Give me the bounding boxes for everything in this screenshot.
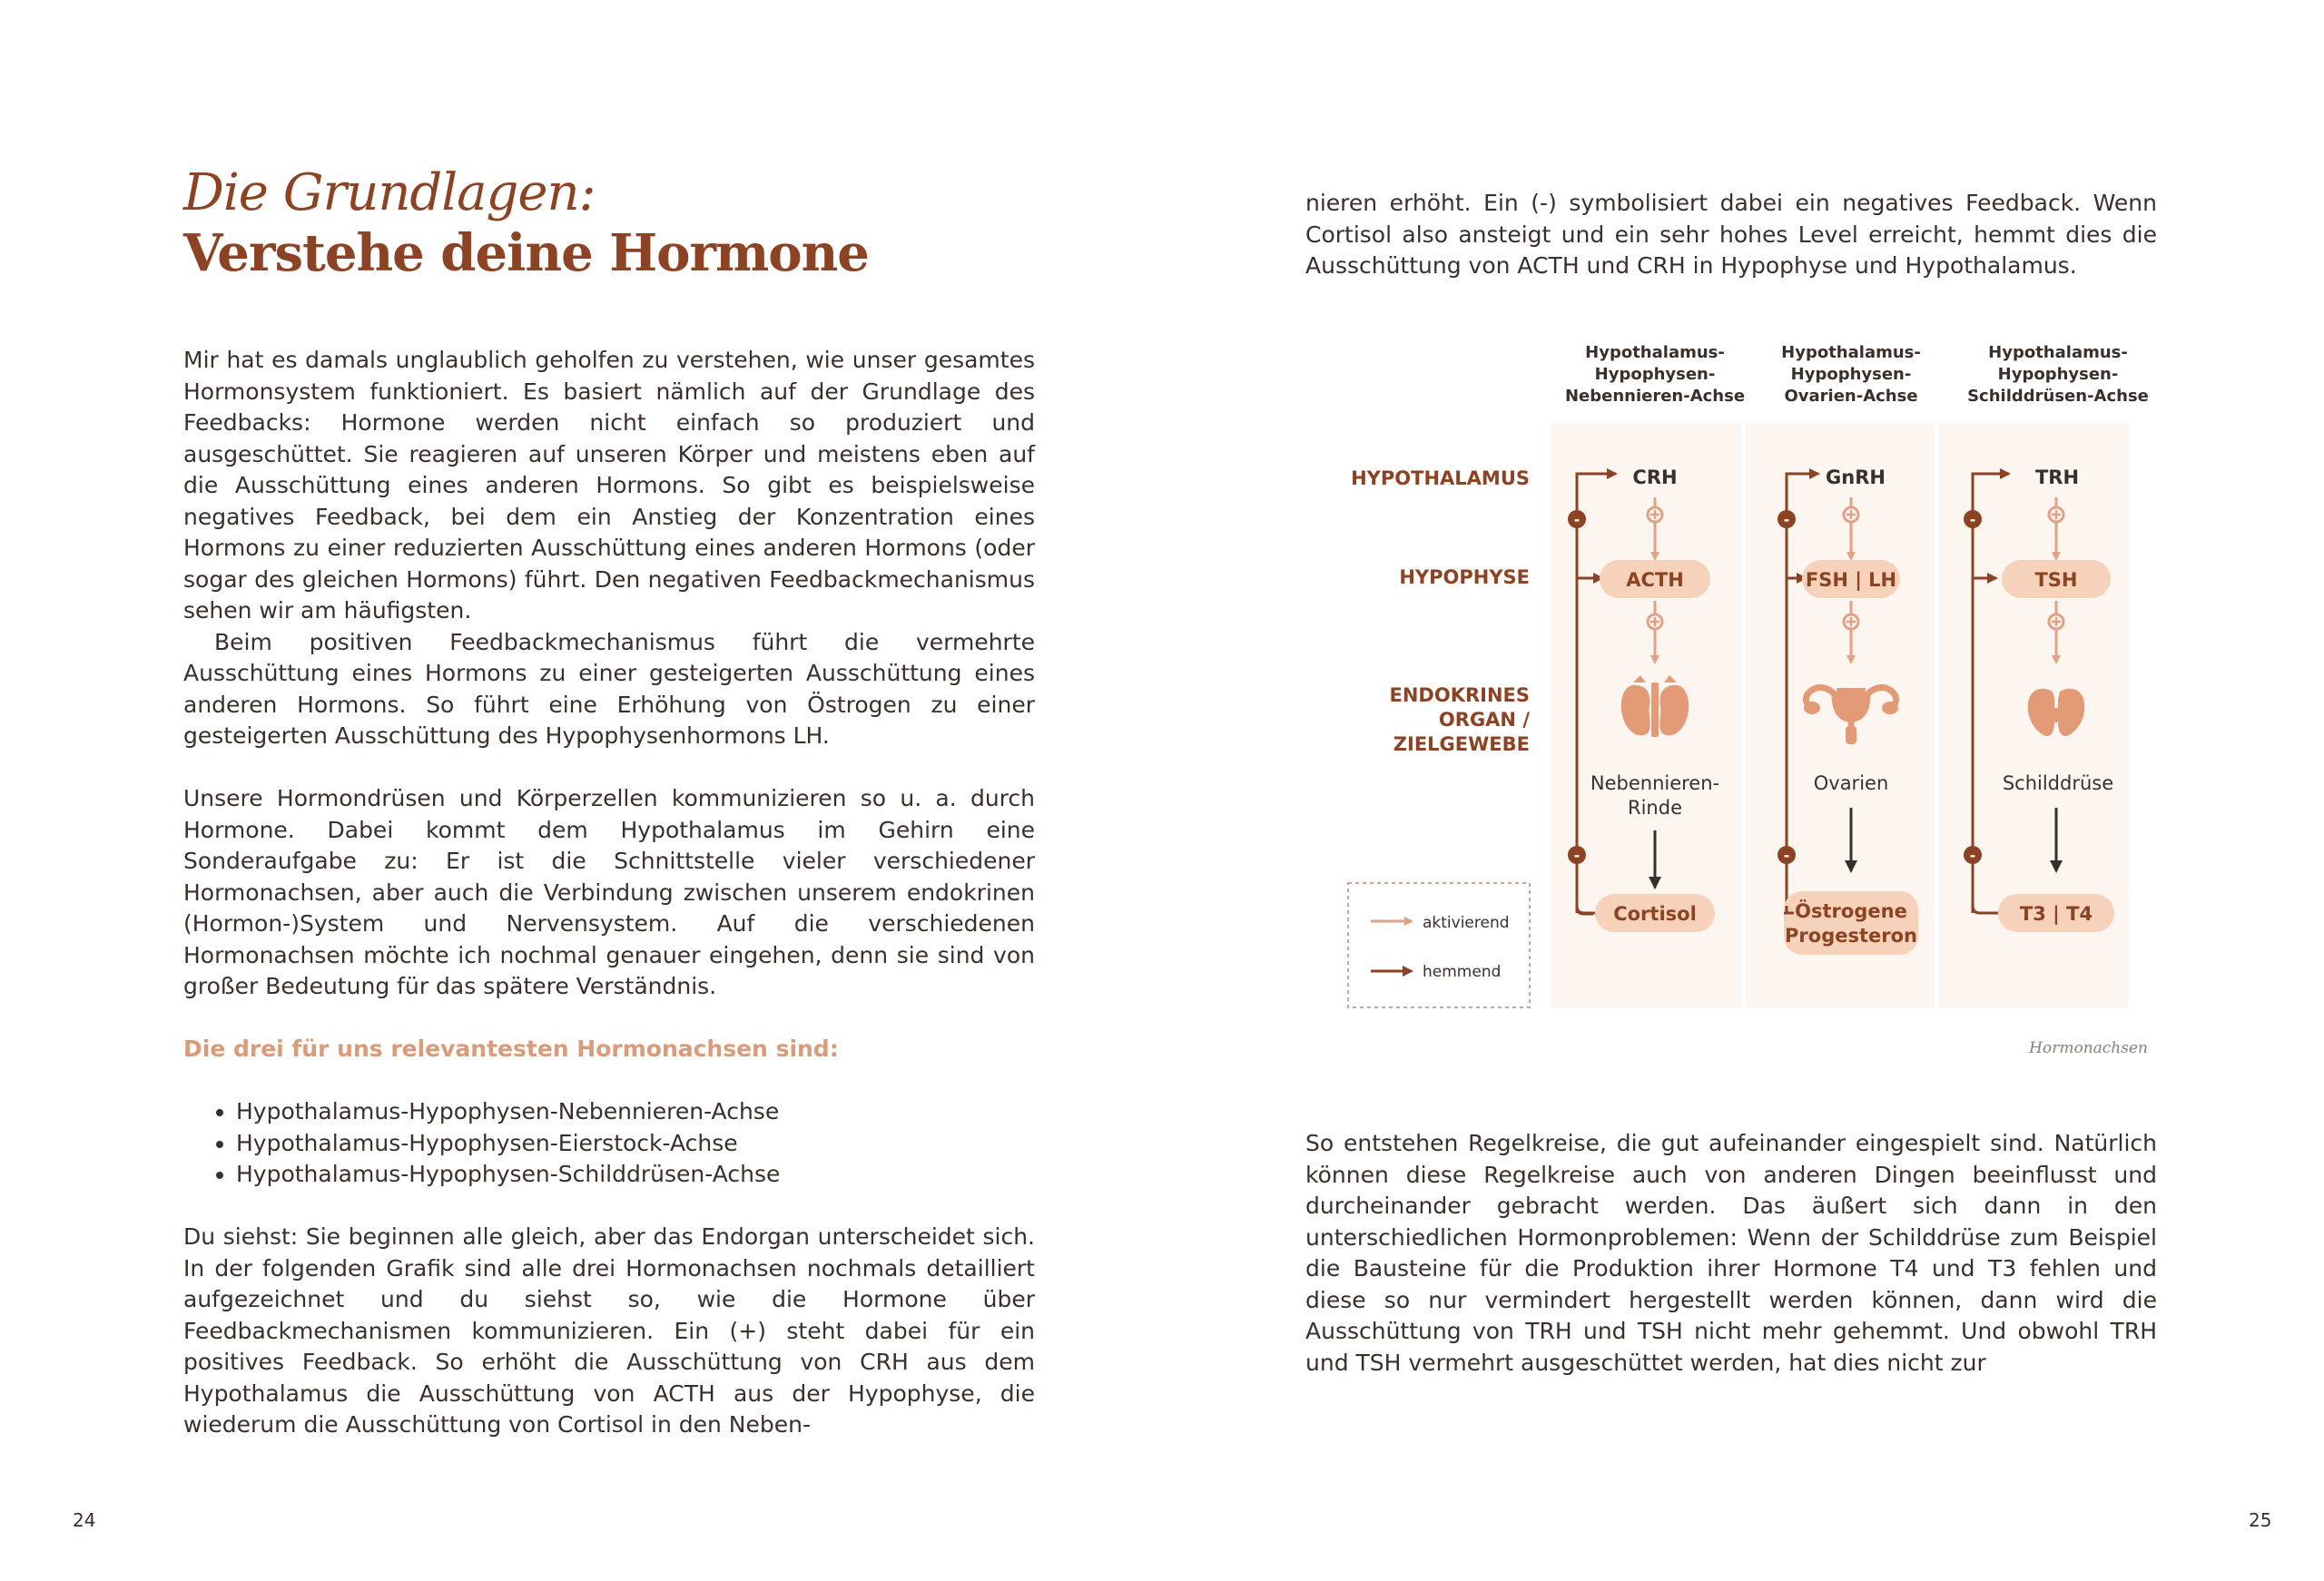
organ-label: Ovarien bbox=[1813, 772, 1889, 794]
pituitary-hormone: FSH | LH bbox=[1805, 569, 1897, 591]
output-hormone: T3 | T4 bbox=[2019, 903, 2093, 925]
pituitary-hormone: TSH bbox=[2034, 569, 2078, 591]
paragraph-intro: Mir hat es damals unglaublich geholfen zu verstehen, wie unser gesamtes Hormonsystem funktioniert. Es basiert nämlich auf der Grundlage des Feedbacks: Hormone werden nicht einfach so produziert und ausgeschüttet. Sie reagieren auf unseren Körper und meistens eben auf die Ausschüttung eines anderen Hormons. So gibt es beispielsweise negatives Feedback, bei dem ein Anstieg der Konzentration eines Hormons zu einer reduzierten Ausschüttung eines anderen Hormons (oder sogar des gleichen Hormons) führt. Den negativen Feedbackmechanismus sehen wir am häufigsten. bbox=[183, 347, 1035, 624]
axis-header-line: Hypothalamus- bbox=[1988, 343, 2128, 362]
paragraph-regelkreise: So entstehen Regelkreise, die gut aufeinander eingespielt sind. Natürlich können diese Regelkreise auch von anderen Dingen beeinflusst und durcheinander gebracht werden. Das äußert sich dann in den unterschiedlichen Hormonproblemen: Wenn der Schilddrüse zum Beispiel die Bausteine für die Produktion ihrer Hormone T4 und T3 fehlen und diese so nur vermindert hergestellt werden können, dann wird die Ausschüttung von TRH und TSH nicht mehr gehemmt. Und obwohl TRH und TSH vermehrt ausgeschüttet werden, hat dies nicht zur bbox=[1305, 1130, 2157, 1376]
releasing-hormone: CRH bbox=[1632, 466, 1678, 488]
axis-header-line: Hypophysen- bbox=[1594, 365, 1716, 384]
page-title-line2: Verstehe deine Hormone bbox=[183, 223, 869, 283]
subheading-axes: Die drei für uns relevantesten Hormonachsen sind: bbox=[183, 1036, 839, 1062]
organ-label: Rinde bbox=[1628, 797, 1682, 819]
right-body-top bbox=[1305, 188, 2157, 282]
paragraph-graphic-intro: Du siehst: Sie beginnen alle gleich, aber das Endorgan unterscheidet sich. In der folgenden Grafik sind alle drei Hormonachsen nochmals detailliert aufgezeichnet und du siehst so, wie die Hormone über Feedbackmechanismen kommunizieren. Ein (+) steht dabei für ein positives Feedback. So erhöht die Ausschüttung von CRH aus dem Hypothalamus die Ausschüttung von ACTH aus der Hypophyse, die wiederum die Ausschüttung von Cortisol in den Neben- bbox=[183, 1223, 1035, 1438]
row-label-hypophyse: HYPOPHYSE bbox=[1399, 566, 1530, 588]
legend bbox=[1348, 883, 1530, 1007]
hormone-axes-diagram bbox=[1321, 327, 2156, 1044]
releasing-hormone: GnRH bbox=[1826, 466, 1886, 488]
legend-inhibiting-label: hemmend bbox=[1423, 963, 1502, 981]
svg-text:-: - bbox=[1573, 511, 1581, 528]
paragraph-negative-feedback: nieren erhöht. Ein (-) symbolisiert dabei ein negatives Feedback. Wenn Cortisol also ansteigt und ein sehr hohes Level erreicht, hemmt dies die Ausschüttung von ACTH und CRH in Hypophyse und Hypothalamus. bbox=[1305, 190, 2157, 279]
list-item: • Hypothalamus-Hypophysen-Schilddrüsen-Achse bbox=[236, 1159, 1035, 1191]
axis-header-line: Nebennieren-Achse bbox=[1564, 387, 1746, 406]
axes-list bbox=[183, 1096, 1035, 1191]
axis-header-line: Ovarien-Achse bbox=[1784, 387, 1918, 406]
page-title-line1: Die Grundlagen: bbox=[183, 163, 596, 222]
diagram-svg bbox=[1321, 327, 2156, 1044]
list-item: • Hypothalamus-Hypophysen-Nebennieren-Achse bbox=[236, 1096, 1035, 1128]
releasing-hormone: TRH bbox=[2034, 466, 2080, 488]
list-item: • Hypothalamus-Hypophysen-Eierstock-Achse bbox=[236, 1128, 1035, 1160]
legend-box bbox=[1348, 883, 1530, 1007]
paragraph-positive-feedback: Beim positiven Feedbackmechanismus führt die vermehrte Ausschüttung eines Hormons zu einer gesteigerten Ausschüttung eines anderen Hormons. So führt eine Erhöhung von Östrogen zu einer gesteigerten Ausschüttung des Hypophysenhormons LH. bbox=[183, 628, 1035, 749]
output-hormone: Progesteron bbox=[1785, 925, 1917, 947]
diagram-caption: Hormonachsen bbox=[2029, 1039, 2148, 1057]
row-label-organ: ORGAN / bbox=[1438, 709, 1530, 731]
axis-header-line: Hypophysen- bbox=[1997, 365, 2119, 384]
axis-header-line: Hypophysen- bbox=[1790, 365, 1912, 384]
page-number-left: 24 bbox=[73, 1509, 96, 1531]
svg-text:-: - bbox=[1573, 847, 1581, 864]
svg-text:-: - bbox=[1783, 847, 1790, 864]
organ-label: Schilddrüse bbox=[2002, 772, 2114, 794]
legend-activating-label: aktivierend bbox=[1423, 914, 1510, 932]
pituitary-hormone: ACTH bbox=[1626, 569, 1684, 591]
organ-label: Nebennieren- bbox=[1590, 772, 1720, 794]
svg-text:-: - bbox=[1969, 847, 1976, 864]
left-body bbox=[183, 345, 1035, 1441]
axis-header-line: Schilddrüsen-Achse bbox=[1967, 387, 2149, 406]
paragraph-hypothalamus: Unsere Hormondrüsen und Körperzellen kommunizieren so u. a. durch Hormone. Dabei kommt dem Hypothalamus im Gehirn eine Sonderaufgabe zu: Er ist die Schnittstelle vieler verschiedener Hormonachsen, aber auch die Verbindung zwischen unserem endokrinen (Hormon-)System und Nervensystem. Auf die verschiedenen Hormonachsen möchte ich nochmal genauer eingehen, denn sie sind von großer Bedeutung für das spätere Verständnis. bbox=[183, 785, 1035, 999]
svg-text:-: - bbox=[1969, 511, 1976, 528]
output-hormone: Cortisol bbox=[1613, 903, 1697, 925]
row-label-organ: ENDOKRINES bbox=[1389, 684, 1530, 706]
axis-header-line: Hypothalamus- bbox=[1781, 343, 1921, 362]
axis-header-line: Hypothalamus- bbox=[1585, 343, 1725, 362]
row-label-organ: ZIELGEWEBE bbox=[1393, 733, 1530, 755]
output-hormone: Östrogene bbox=[1795, 900, 1907, 922]
right-body-bottom bbox=[1305, 1128, 2157, 1379]
row-label-hypothalamus: HYPOTHALAMUS bbox=[1351, 467, 1530, 489]
page-number-right: 25 bbox=[2249, 1509, 2272, 1531]
svg-text:-: - bbox=[1783, 511, 1790, 528]
